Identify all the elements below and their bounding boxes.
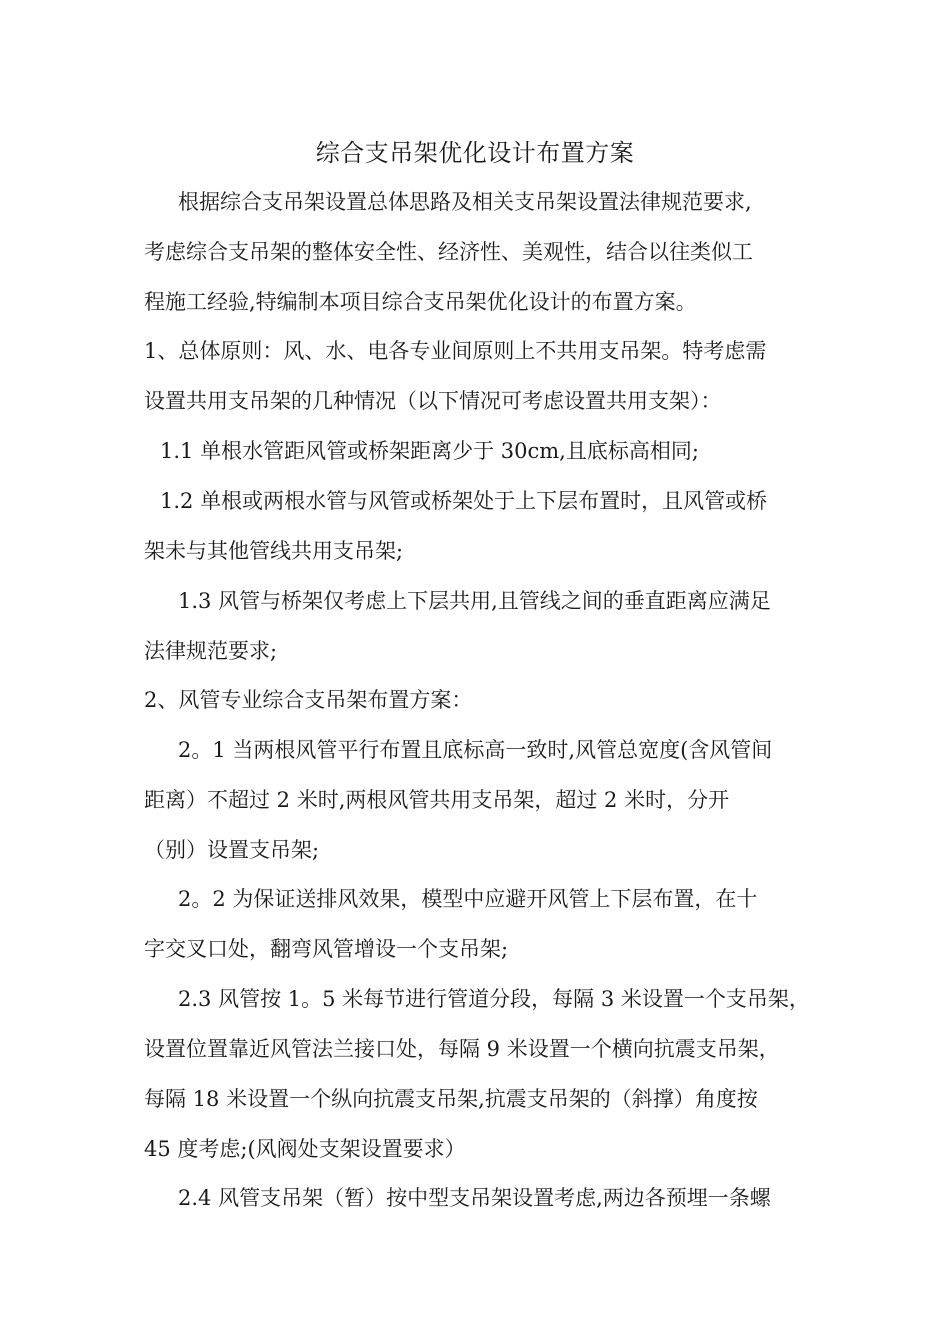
paragraph-line: 每隔 18 米设置一个纵向抗震支吊架,抗震支吊架的（斜撑）角度按 [144,1087,758,1111]
paragraph-line: 字交叉口处，翻弯风管增设一个支吊架; [144,937,509,961]
paragraph-line: 2。2 为保证送排风效果，模型中应避开风管上下层布置，在十 [178,887,758,911]
document-title: 综合支吊架优化设计布置方案 [315,139,635,167]
paragraph-line: 架未与其他管线共用支吊架; [144,539,404,563]
paragraph-line: 1.3 风管与桥架仅考虑上下层共用,且管线之间的垂直距离应满足 [178,589,771,613]
paragraph-line: 根据综合支吊架设置总体思路及相关支吊架设置法律规范要求, [178,190,752,214]
paragraph-line: 2。1 当两根风管平行布置且底标高一致时,风管总宽度(含风管间 [178,738,773,762]
paragraph-line: 距离）不超过 2 米时,两根风管共用支吊架，超过 2 米时，分开 [144,788,730,812]
paragraph-line: 1.2 单根或两根水管与风管或桥架处于上下层布置时，且风管或桥 [160,489,768,513]
paragraph-line: 45 度考虑;(风阀处支架设置要求） [144,1137,466,1161]
paragraph-line: 2.3 风管按 1。5 米每节进行管道分段，每隔 3 米设置一个支吊架， [178,987,810,1011]
paragraph-line: 1、总体原则：风、水、电各专业间原则上不共用支吊架。特考虑需 [144,339,767,363]
paragraph-line: 1.1 单根水管距风管或桥架距离少于 30cm,且底标高相同; [160,439,699,463]
paragraph-line: 设置共用支吊架的几种情况（以下情况可考虑设置共用支架）： [144,389,722,413]
paragraph-line: 法律规范要求; [144,639,278,663]
paragraph-line: 程施工经验,特编制本项目综合支吊架优化设计的布置方案。 [144,290,697,314]
paragraph-line: 2、风管专业综合支吊架布置方案： [144,688,473,712]
paragraph-line: 考虑综合支吊架的整体安全性、经济性、美观性，结合以往类似工 [144,240,753,264]
paragraph-line: 设置位置靠近风管法兰接口处，每隔 9 米设置一个横向抗震支吊架， [144,1037,780,1061]
paragraph-line: 2.4 风管支吊架（暂）按中型支吊架设置考虑,两边各预埋一条螺 [178,1186,771,1210]
paragraph-line: （别）设置支吊架; [144,838,320,862]
